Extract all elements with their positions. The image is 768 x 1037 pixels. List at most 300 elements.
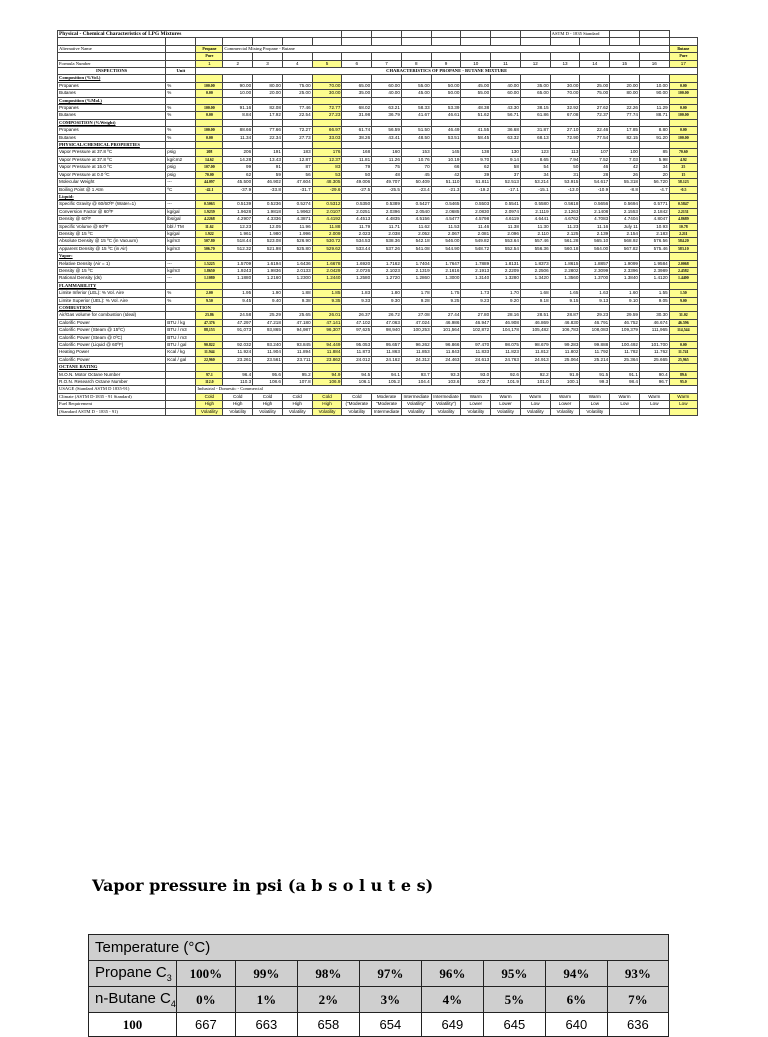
value-cell: 92.032 <box>223 342 253 349</box>
value-cell: 4.2268 <box>196 216 223 223</box>
inspections-header-row <box>58 68 698 75</box>
value-cell: 2.4582 <box>669 267 697 274</box>
value-cell: -33.8 <box>253 186 283 193</box>
climate-value: Lower <box>461 401 491 408</box>
empty-cell <box>580 97 610 104</box>
value-cell: 11.16 <box>580 223 610 230</box>
empty-cell <box>669 305 697 312</box>
value-cell: 47.180 <box>282 319 312 326</box>
value-cell: 66 <box>431 164 461 171</box>
vp-butane-row <box>89 987 669 1013</box>
empty-cell <box>639 364 669 371</box>
property-label: Apparent Density @ 15 ºC (in Air) <box>58 245 166 252</box>
empty-cell <box>580 38 610 45</box>
unit-cell: bbl / TM <box>166 223 196 230</box>
unit-cell: psig <box>166 149 196 156</box>
value-cell: 24.162 <box>372 356 402 363</box>
value-cell: 75.00 <box>282 82 312 89</box>
empty-cell <box>520 53 550 60</box>
value-cell: 30.00 <box>550 82 580 89</box>
value-cell: 24.312 <box>401 356 431 363</box>
empty-cell <box>166 60 196 67</box>
formula-number-label: Formula Number <box>58 60 166 67</box>
value-cell: 10.78 <box>669 223 697 230</box>
value-cell: 17.92 <box>253 112 283 119</box>
climate-value: Warm <box>639 393 669 400</box>
empty-cell <box>401 253 431 260</box>
value-cell: 24.58 <box>223 312 253 319</box>
empty-cell <box>312 97 342 104</box>
value-cell: 11.23 <box>550 223 580 230</box>
empty-cell <box>196 305 223 312</box>
value-cell: 72.37 <box>580 112 610 119</box>
property-label: Butanes <box>58 90 166 97</box>
value-cell: 0.5350 <box>342 201 372 208</box>
vp-pressure-value: 640 <box>545 1013 607 1037</box>
unit-cell: psig <box>166 171 196 178</box>
value-cell: 11.46 <box>461 223 491 230</box>
value-cell: 1.8857 <box>580 260 610 267</box>
empty-cell <box>166 401 196 408</box>
empty-cell <box>166 364 196 371</box>
value-cell: 54.617 <box>580 179 610 186</box>
value-cell: 183 <box>282 149 312 156</box>
value-cell: 8.80 <box>639 127 669 134</box>
empty-cell <box>372 119 402 126</box>
value-cell: 58 <box>491 164 521 171</box>
value-cell: 25.364 <box>610 356 640 363</box>
empty-cell <box>669 253 697 260</box>
value-cell: 75.00 <box>580 90 610 97</box>
value-cell: 1.9628 <box>223 208 253 215</box>
value-cell: 102.7 <box>461 379 491 386</box>
value-cell: 1.95 <box>223 290 253 297</box>
empty-cell <box>372 53 402 60</box>
empty-cell <box>491 193 521 200</box>
climate-value: Cold <box>196 393 223 400</box>
value-cell: 51.110 <box>431 179 461 186</box>
value-cell: 4.6119 <box>491 216 521 223</box>
value-cell: 94.5 <box>342 371 372 378</box>
value-cell: 9.13 <box>580 297 610 304</box>
empty-cell <box>401 282 431 289</box>
value-cell: 108,083 <box>580 327 610 334</box>
value-cell: 0.5139 <box>223 201 253 208</box>
value-cell: 101.700 <box>639 342 669 349</box>
value-cell: 0.5541 <box>491 201 521 208</box>
empty-cell <box>223 282 253 289</box>
empty-cell <box>580 53 610 60</box>
value-cell: 2.0251 <box>342 208 372 215</box>
property-label: M.O.N. Motor Octane Number <box>58 371 166 378</box>
climate-value <box>610 408 640 415</box>
vp-pressure-value: 658 <box>297 1013 359 1037</box>
value-cell: 35.00 <box>342 90 372 97</box>
value-cell: 0.5580 <box>520 201 550 208</box>
climate-value: Volatility <box>223 408 253 415</box>
empty-cell <box>491 97 521 104</box>
empty-cell <box>461 31 491 38</box>
value-cell: 72.90 <box>550 134 580 141</box>
section-row <box>58 119 698 126</box>
property-label: Conversion Factor @ 60ºF <box>58 208 166 215</box>
empty-cell <box>342 31 372 38</box>
value-cell: 1.63 <box>580 290 610 297</box>
empty-cell <box>580 253 610 260</box>
value-cell: 561.28 <box>550 238 580 245</box>
value-cell: 46.947 <box>461 319 491 326</box>
unit-cell: Kcal / kg <box>166 349 196 356</box>
value-cell: 58.45 <box>461 134 491 141</box>
value-cell: 0.5236 <box>253 201 283 208</box>
value-cell: 42 <box>431 171 461 178</box>
value-cell: 77.74 <box>610 112 640 119</box>
value-cell: 53.915 <box>550 179 580 186</box>
propane-header: Propane <box>196 45 223 52</box>
empty-cell <box>166 305 196 312</box>
section-row <box>58 97 698 104</box>
value-cell: 0.00 <box>196 112 223 119</box>
empty-cell <box>312 75 342 82</box>
empty-cell <box>550 305 580 312</box>
empty-cell <box>166 119 196 126</box>
vp-butane-label <box>89 987 177 1013</box>
empty-cell <box>282 119 312 126</box>
value-cell: 10.00 <box>223 90 253 97</box>
empty-cell <box>312 38 342 45</box>
value-cell: 11.81 <box>342 156 372 163</box>
property-row <box>58 134 698 141</box>
value-cell: 94.1 <box>372 371 402 378</box>
property-row <box>58 230 698 237</box>
property-label: Calorific Power <box>58 356 166 363</box>
value-cell: 14.28 <box>223 156 253 163</box>
value-cell: 70 <box>401 164 431 171</box>
empty-cell <box>372 253 402 260</box>
value-cell: 2.1913 <box>461 267 491 274</box>
climate-value: Low <box>669 401 697 408</box>
section-row <box>58 305 698 312</box>
property-row <box>58 171 698 178</box>
value-cell: 549.82 <box>461 238 491 245</box>
value-cell: 95.0 <box>669 379 697 386</box>
value-cell: 1.961 <box>223 230 253 237</box>
value-cell: 33.03 <box>312 134 342 141</box>
empty-cell <box>282 75 312 82</box>
value-cell: 98.075 <box>491 342 521 349</box>
value-cell: 27.80 <box>461 312 491 319</box>
climate-value: Volatility" <box>401 401 431 408</box>
empty-cell <box>372 31 402 38</box>
value-cell: 97,625 <box>342 327 372 334</box>
value-cell: 14.62 <box>196 156 223 163</box>
empty-cell <box>610 364 640 371</box>
value-cell: 23.86 <box>196 312 223 319</box>
property-row <box>58 327 698 334</box>
value-cell: 25.00 <box>282 90 312 97</box>
value-cell: 538.36 <box>372 238 402 245</box>
value-cell: 1.7162 <box>372 260 402 267</box>
value-cell: 533.44 <box>342 245 372 252</box>
formula-number: 10 <box>461 60 491 67</box>
value-cell: 1.88 <box>282 290 312 297</box>
value-cell: 27.23 <box>312 112 342 119</box>
empty-cell <box>282 53 312 60</box>
empty-cell <box>166 142 196 149</box>
value-cell: 4.6762 <box>550 216 580 223</box>
property-row <box>58 371 698 378</box>
unit-cell: kg/m3 <box>166 245 196 252</box>
value-cell: 2.067 <box>431 230 461 237</box>
vp-propane-label <box>89 961 177 987</box>
value-cell: 40.00 <box>491 82 521 89</box>
value-cell: 103.6 <box>431 379 461 386</box>
empty-cell <box>253 53 283 60</box>
value-cell: 104,178 <box>491 327 521 334</box>
value-cell: 9.70 <box>461 156 491 163</box>
empty-cell <box>580 193 610 200</box>
empty-cell <box>282 305 312 312</box>
lpg-characteristics-sheet <box>57 30 698 416</box>
value-cell: 23.711 <box>282 356 312 363</box>
unit-cell: BTU / m3 <box>166 327 196 334</box>
value-cell: 25.665 <box>639 356 669 363</box>
value-cell: 2.0107 <box>312 208 342 215</box>
unit-cell: % <box>166 297 196 304</box>
vp-temperature-value: 100 <box>89 1013 177 1037</box>
value-cell: 1.3560 <box>550 275 580 282</box>
value-cell: 11.88 <box>312 223 342 230</box>
empty-cell <box>312 119 342 126</box>
formula-number: 6 <box>342 60 372 67</box>
value-cell: 102,872 <box>461 327 491 334</box>
value-cell: 2.125 <box>550 230 580 237</box>
climate-value: Intermediate <box>372 408 402 415</box>
value-cell: 22,960 <box>196 356 223 363</box>
value-cell: 107 <box>580 149 610 156</box>
empty-cell <box>520 253 550 260</box>
section-row <box>58 75 698 82</box>
value-cell: 1.3000 <box>431 275 461 282</box>
unit-cell: kg/m3 <box>166 238 196 245</box>
empty-cell <box>580 282 610 289</box>
value-cell: 9.10 <box>610 297 640 304</box>
climate-value: Cold <box>223 393 253 400</box>
empty-cell <box>639 305 669 312</box>
empty-cell <box>342 305 372 312</box>
vp-pressure-value: 645 <box>483 1013 545 1037</box>
value-cell: 27.08 <box>401 312 431 319</box>
value-cell: 112.0 <box>196 379 223 386</box>
value-cell: 564.00 <box>580 245 610 252</box>
climate-label: (Standard ASTM D - 1835 - 91) <box>58 408 166 415</box>
value-cell: 9.18 <box>520 297 550 304</box>
climate-value <box>669 408 697 415</box>
value-cell: 51.50 <box>401 127 431 134</box>
value-cell <box>520 334 550 341</box>
empty-cell <box>253 253 283 260</box>
empty-cell <box>461 119 491 126</box>
value-cell: 11.873 <box>342 349 372 356</box>
value-cell: 93.240 <box>253 342 283 349</box>
empty-cell <box>312 193 342 200</box>
value-cell: 2.023 <box>342 230 372 237</box>
value-cell: 0.5427 <box>401 201 431 208</box>
empty-cell <box>431 253 461 260</box>
value-cell: 30.30 <box>639 312 669 319</box>
value-cell: 11.38 <box>491 223 521 230</box>
value-cell: 1.1880 <box>223 275 253 282</box>
empty-cell <box>491 53 521 60</box>
section-row <box>58 142 698 149</box>
value-cell: 1.3700 <box>580 275 610 282</box>
value-cell: 28.16 <box>491 312 521 319</box>
value-cell: 101,564 <box>431 327 461 334</box>
empty-cell <box>58 53 166 60</box>
value-cell: 77.66 <box>253 127 283 134</box>
standard-label: ASTM D - 1835 Standard <box>550 31 610 38</box>
value-cell: 2.211 <box>669 230 697 237</box>
value-cell: 11.79 <box>342 223 372 230</box>
value-cell: 77.46 <box>282 105 312 112</box>
empty-cell <box>342 75 372 82</box>
value-cell: 1.8615 <box>550 260 580 267</box>
climate-value: Intermediate <box>401 393 431 400</box>
climate-value: Cold <box>312 393 342 400</box>
empty-cell <box>669 119 697 126</box>
empty-cell <box>166 38 196 45</box>
value-cell: 99 <box>223 164 253 171</box>
value-cell: 9.23 <box>461 297 491 304</box>
value-cell: 0.5503 <box>461 201 491 208</box>
value-cell: -31.7 <box>282 186 312 193</box>
value-cell: 55.00 <box>461 90 491 97</box>
value-cell: 91.9 <box>550 371 580 378</box>
empty-cell <box>223 75 253 82</box>
value-cell: 24.613 <box>461 356 491 363</box>
value-cell: 26.01 <box>312 312 342 319</box>
value-cell: 11.853 <box>401 349 431 356</box>
empty-cell <box>253 193 283 200</box>
section-label: PHYSICAL/CHEMICAL PROPERTIES <box>58 142 166 149</box>
vp-butane-pct: 0% <box>176 987 235 1013</box>
value-cell: 1.996 <box>282 230 312 237</box>
value-cell: 2.110 <box>520 230 550 237</box>
empty-cell <box>196 282 223 289</box>
value-cell: 34 <box>520 171 550 178</box>
empty-cell <box>580 142 610 149</box>
climate-value: Volatility <box>282 408 312 415</box>
climate-value: Lower <box>491 401 521 408</box>
value-cell: 7.03 <box>610 156 640 163</box>
value-cell: 9.00 <box>669 297 697 304</box>
value-cell: 50 <box>550 164 580 171</box>
property-label: Calorific Power (Steam @ 15ºC) <box>58 327 166 334</box>
empty-cell <box>342 364 372 371</box>
value-cell <box>223 334 253 341</box>
empty-cell <box>166 53 196 60</box>
value-cell: 4.4513 <box>342 216 372 223</box>
empty-cell <box>223 142 253 149</box>
value-cell: 44.097 <box>196 179 223 186</box>
climate-value: Cold <box>253 393 283 400</box>
value-cell <box>312 334 342 341</box>
value-cell: 105.2 <box>372 379 402 386</box>
empty-cell <box>166 386 196 393</box>
value-cell: 9.15 <box>550 297 580 304</box>
value-cell: 2.052 <box>401 230 431 237</box>
value-cell: 123 <box>520 149 550 156</box>
empty-cell <box>580 305 610 312</box>
property-label: Vapor Pressure at 0.0 ºC <box>58 171 166 178</box>
value-cell: 46.752 <box>610 319 640 326</box>
value-cell: 9.33 <box>342 297 372 304</box>
value-cell: 37 <box>491 171 521 178</box>
value-cell: 2.038 <box>372 230 402 237</box>
empty-cell <box>401 193 431 200</box>
value-cell: 1.6920 <box>342 260 372 267</box>
blank-row <box>58 38 698 45</box>
value-cell: 45.00 <box>401 90 431 97</box>
value-cell: 2.009 <box>312 230 342 237</box>
climate-value: Warm <box>491 393 521 400</box>
unit-cell: BTU / gal <box>166 342 196 349</box>
empty-cell <box>431 119 461 126</box>
value-cell: 11.62 <box>196 223 223 230</box>
property-row <box>58 149 698 156</box>
value-cell: 95.6 <box>253 371 283 378</box>
empty-cell <box>491 38 521 45</box>
value-cell: 525.80 <box>282 245 312 252</box>
value-cell: 25,965 <box>669 356 697 363</box>
value-cell: 90.4 <box>639 371 669 378</box>
value-cell: 1.9818 <box>253 208 283 215</box>
value-cell: 544.90 <box>431 245 461 252</box>
empty-cell <box>372 364 402 371</box>
value-cell: 11.71 <box>372 223 402 230</box>
value-cell: 2.139 <box>580 230 610 237</box>
unit-cell: --- <box>166 201 196 208</box>
value-cell: 85 <box>639 149 669 156</box>
value-cell: 2.0726 <box>342 267 372 274</box>
value-cell: 95.053 <box>342 342 372 349</box>
value-cell: 553.64 <box>491 238 521 245</box>
climate-value: Volatility <box>196 408 223 415</box>
value-cell: 24.463 <box>431 356 461 363</box>
value-cell: 107.8 <box>282 379 312 386</box>
value-cell: 46.674 <box>639 319 669 326</box>
value-cell: 100 <box>610 149 640 156</box>
empty-cell <box>491 364 521 371</box>
value-cell: 2.00 <box>196 290 223 297</box>
value-cell: 0.5771 <box>639 201 669 208</box>
value-cell: 2.3099 <box>580 267 610 274</box>
value-cell: 60.00 <box>491 90 521 97</box>
empty-cell <box>520 364 550 371</box>
vp-pressure-value: 654 <box>359 1013 421 1037</box>
value-cell: 523.08 <box>253 238 283 245</box>
property-label: Calorific Power (Steam @ 0ºC) <box>58 334 166 341</box>
formula-number: 14 <box>580 60 610 67</box>
empty-cell <box>312 142 342 149</box>
empty-cell <box>639 75 669 82</box>
value-cell: 93.845 <box>282 342 312 349</box>
value-cell: 507.80 <box>196 238 223 245</box>
climate-value: Low <box>520 401 550 408</box>
property-row <box>58 223 698 230</box>
unit-cell: --- <box>166 275 196 282</box>
value-cell: 65.00 <box>342 82 372 89</box>
